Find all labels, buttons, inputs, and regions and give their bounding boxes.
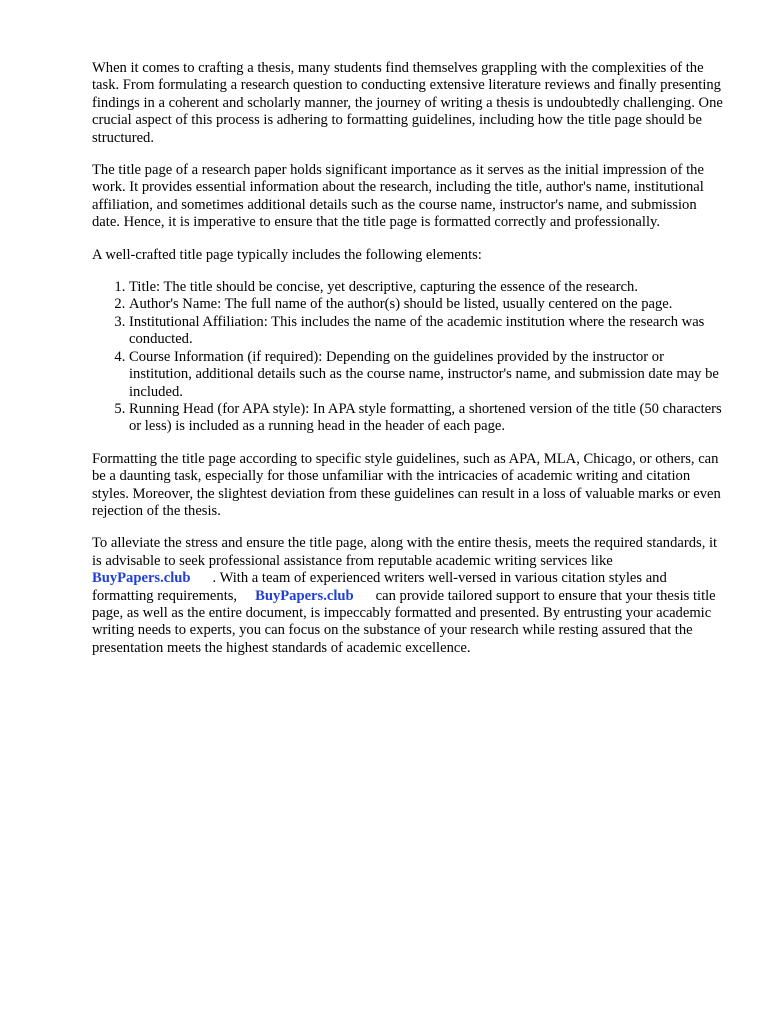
assistance-text-part2: . With a team of experienced writers well-versed in various citation styles and formatting requirements, [92, 570, 667, 604]
list-item: 4. Course Information (if required): Depending on the guidelines provided by the instructor or institution, additional details such as the course name, instructor's name, and submission date may be included. [129, 349, 728, 401]
assistance-paragraph [92, 535, 728, 657]
list-item: 5. Running Head (for APA style): In APA style formatting, a shortened version of the title (50 characters or less) is included as a running head in the header of each page. [129, 401, 728, 436]
title-page-elements-list [92, 279, 728, 436]
assistance-text-part3: can provide tailored support to ensure that your thesis title page, as well as the entire document, is impeccably formatted and presented. By entrusting your academic writing needs to experts, you can focus on the substance of your research while resting assured that the presentation meets the highest standards of academic excellence. [92, 587, 716, 656]
intro-paragraph: When it comes to crafting a thesis, many students find themselves grappling with the complexities of the task. From formulating a research question to conducting extensive literature reviews and finally presenting findings in a coherent and scholarly manner, the journey of writing a thesis is undoubtedly challenging. One crucial aspect of this process is adhering to formatting guidelines, including how the title page should be structured. [92, 60, 723, 146]
elements-intro-paragraph: A well-crafted title page typically includes the following elements: [92, 246, 482, 263]
buypapers-link-1[interactable]: BuyPapers.club [92, 570, 191, 587]
list-item: 3. Institutional Affiliation: This includes the name of the academic institution where the research was conducted. [129, 314, 728, 349]
assistance-text-part1: To alleviate the stress and ensure the title page, along with the entire thesis, meets the required standards, it is advisable to seek professional assistance from reputable academic writing services like [92, 535, 718, 569]
buypapers-link-2[interactable]: BuyPapers.club [255, 587, 354, 604]
list-item: 1. Title: The title should be concise, yet descriptive, capturing the essence of the research. [129, 279, 728, 296]
formatting-difficulty-paragraph: Formatting the title page according to specific style guidelines, such as APA, MLA, Chicago, or others, can be a daunting task, especially for those unfamiliar with the intricacies of academic writing and citation styles. Moreover, the slightest deviation from these guidelines can result in a loss of valuable marks or even rejection of the thesis. [92, 450, 721, 519]
list-item: 2. Author's Name: The full name of the author(s) should be listed, usually centered on the page. [129, 296, 728, 313]
document-page [92, 60, 728, 672]
title-page-importance-paragraph: The title page of a research paper holds significant importance as it serves as the initial impression of the work. It provides essential information about the research, including the title, author's name, institutional affiliation, and sometimes additional details such as the course name, instructor's name, and submission date. Hence, it is imperative to ensure that the title page is formatted correctly and professionally. [92, 162, 704, 231]
